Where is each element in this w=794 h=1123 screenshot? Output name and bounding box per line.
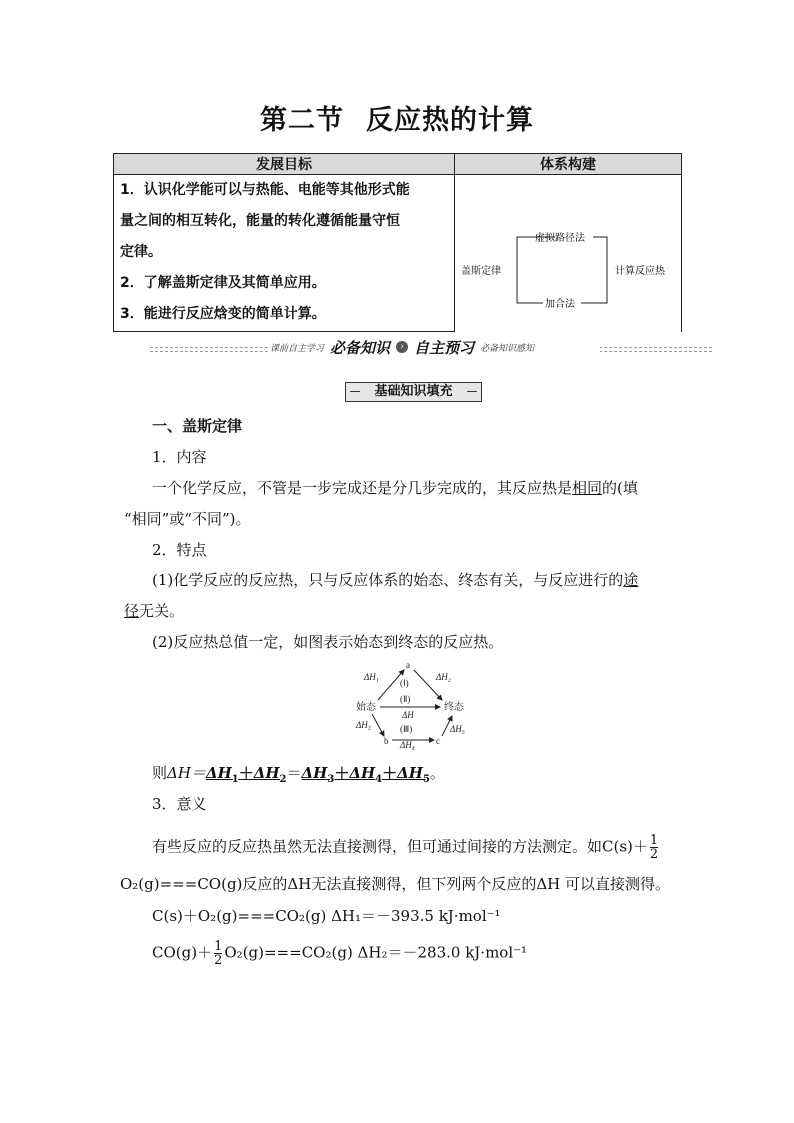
goal-line: 2．了解盖斯定律及其简单应用。 [120, 275, 326, 291]
system-cell [455, 175, 682, 332]
fraction: $\frac{1}{2}$ [649, 833, 659, 862]
content-line2: “相同”或“不同”)。 [124, 510, 251, 528]
system-left: 盖斯定律 [461, 266, 501, 277]
system-right: 计算反应热 [615, 266, 665, 277]
banner-right: 必备知识感知 [480, 343, 535, 354]
goal-line: 量之间的相互转化，能量的转化遵循能量守恒 [120, 213, 400, 229]
dh5-label: ΔH₅ [450, 724, 465, 734]
dh3-label: ΔH₃ [356, 720, 371, 730]
heading-content: 1．内容 [152, 448, 207, 466]
fill-blank: 相同 [572, 479, 603, 497]
start-state: 始态 [356, 702, 376, 713]
fill-blank: $\Delta H_3+\Delta H_4+\Delta H_5$ [301, 764, 430, 785]
system-bottom: 加合法 [545, 299, 575, 310]
dh2-label: ΔH₂ [436, 672, 451, 682]
goals-cell [114, 175, 455, 332]
equation-1: C(s)＋O₂(g)===CO₂(g) ΔH₁＝－393.5 kJ·mol⁻¹ [152, 907, 501, 925]
goal-line: 1．认识化学能可以与热能、电能等其他形式能 [120, 182, 410, 198]
heading-significance: 3．意义 [152, 795, 207, 813]
chevron-right-icon: › [396, 341, 408, 353]
dh1-label: ΔH₁ [364, 672, 379, 682]
banner-left: 课前自主学习 [270, 343, 325, 354]
content-line1: 一个化学反应，不管是一步完成还是分几步完成的，其反应热是相同的(填 [152, 479, 638, 497]
path-2-label: (Ⅱ) [400, 694, 411, 704]
goal-line: 定律。 [120, 244, 162, 260]
node-a: a [406, 660, 410, 670]
section-banner [150, 336, 712, 362]
equation-2: CO(g)＋ $\frac{1}{2}$ O₂(g)===CO₂(g) ΔH₂＝－283.0 kJ·mol⁻¹ [152, 939, 528, 968]
heading-hess: 一、盖斯定律 [152, 417, 243, 435]
fill-blank: 径 [124, 602, 140, 620]
significance-line2: O₂(g)===CO(g)反应的ΔH无法直接测得，但下列两个反应的ΔH 可以直接测得。 [120, 875, 671, 893]
header-goals: 发展目标 [114, 154, 455, 175]
node-c: c [436, 736, 440, 746]
goals-table [113, 153, 682, 332]
fill-blank: 途 [623, 571, 639, 589]
dh4-label: ΔH₄ [400, 740, 415, 750]
end-state: 终态 [444, 702, 464, 713]
page-title: 第二节 反应热的计算 [260, 105, 534, 136]
system-diagram [455, 175, 683, 325]
goal-line: 3．能进行反应焓变的简单计算。 [120, 306, 326, 322]
hess-path-diagram [340, 660, 500, 752]
feature-2: (2)反应热总值一定，如图表示始态到终态的反应热。 [152, 633, 504, 651]
node-b: b [384, 736, 389, 746]
path-3-label: (Ⅲ) [400, 724, 413, 734]
feature-1: (1)化学反应的反应热，只与反应体系的始态、终态有关，与反应进行的途 [152, 571, 639, 589]
path-1-label: (Ⅰ) [400, 678, 409, 688]
feature-1-cont: 径无关。 [124, 602, 185, 620]
header-system: 体系构建 [455, 154, 682, 175]
significance-line1: 有些反应的反应热虽然无法直接测得，但可通过间接的方法测定。如C(s)＋ $\frac{1}{2}$ [152, 833, 659, 862]
fill-blank: $\Delta H_1+\Delta H_2$ [205, 764, 287, 785]
heading-features: 2．特点 [152, 541, 207, 559]
banner-main2: 自主预习 [414, 338, 475, 357]
fraction: $\frac{1}{2}$ [214, 939, 223, 968]
dh-label: ΔH [402, 710, 414, 720]
relation-line: 则$\Delta H=\Delta H_1+\Delta H_2=\Delta H_3+\Delta H_4+\Delta H_5$。 [152, 764, 445, 785]
system-top: 虚拟路径法 [535, 233, 585, 244]
banner-main1: 必备知识 [330, 338, 391, 357]
section-box: 基础知识填充 [345, 382, 482, 402]
